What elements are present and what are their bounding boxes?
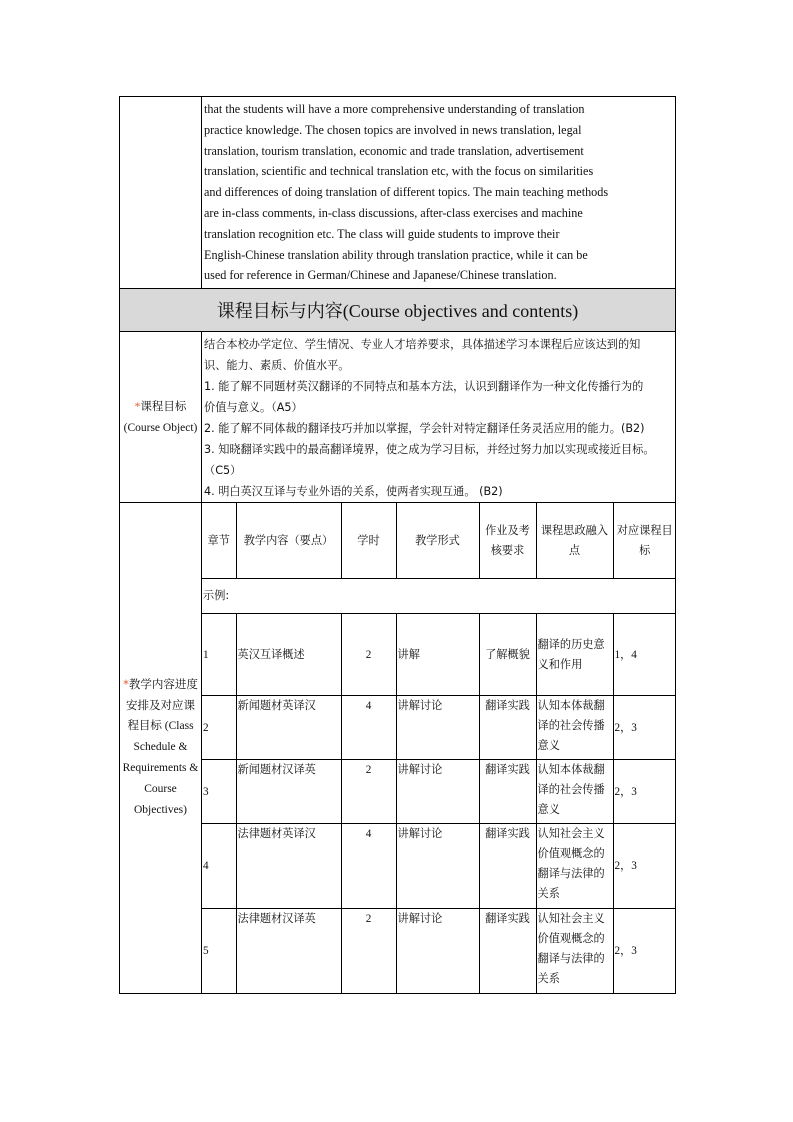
cell-assessment: 翻译实践 [479,824,536,909]
description-line: translation, tourism translation, economic and trade translation, advertisement [204,143,584,158]
table-row [202,696,676,760]
cell-hours: 2 [341,760,396,824]
cell-content: 新闻题材汉译英 [236,760,341,824]
required-asterisk: * [123,677,129,692]
required-asterisk: * [134,400,141,413]
cell-content: 法律题材英译汉 [236,824,341,909]
objective-line: 识、能力、素质、价值水平。 [204,359,350,373]
course-table [119,96,676,994]
cell-hours: 4 [341,696,396,760]
description-label-cell [120,97,202,289]
cell-ideology: 认知本体裁翻译的社会传播意义 [536,760,613,824]
table-row [202,614,676,696]
cell-assessment: 了解概貌 [479,614,536,696]
description-line: used for reference in German/Chinese and Japanese/Chinese translation. [204,268,557,283]
section-title-en: (Course objectives and contents) [342,301,579,322]
description-text [202,97,675,288]
schedule-label-cell [120,503,202,994]
header-hours: 学时 [341,503,396,579]
header-chapter: 章节 [202,503,236,579]
cell-ideology: 认知社会主义价值观概念的翻译与法律的关系 [536,824,613,909]
schedule-label-line: 教学内容进度 [128,677,198,692]
cell-assessment: 翻译实践 [479,760,536,824]
header-content: 教学内容（要点） [236,503,341,579]
objectives-cell [202,332,676,503]
schedule-label-line: Schedule & [133,741,188,754]
schedule-header-row [202,503,676,579]
objective-line: （C5） [204,464,242,478]
header-assessment: 作业及考核要求 [479,503,536,579]
section-heading [120,289,676,332]
example-label: 示例: [202,579,676,614]
cell-assessment: 翻译实践 [479,696,536,760]
header-ideology: 课程思政融入点 [536,503,613,579]
header-objective: 对应课程目标 [613,503,676,579]
cell-ideology: 认知社会主义价值观概念的翻译与法律的关系 [536,909,613,993]
cell-chapter: 4 [202,824,236,909]
header-form: 教学形式 [396,503,479,579]
schedule-label-line: Objectives) [133,804,187,817]
cell-form: 讲解讨论 [396,760,479,824]
objective-line: 2. 能了解不同体裁的翻译技巧并加以掌握，学会针对特定翻译任务灵活应用的能力。(B2) [204,422,645,436]
table-row [202,824,676,909]
cell-hours: 4 [341,824,396,909]
cell-form: 讲解讨论 [396,824,479,909]
cell-objective: 2，3 [613,696,676,760]
objective-line: 4. 明白英汉互译与专业外语的关系，使两者实现互通。 (B2) [204,485,503,499]
cell-ideology: 认知本体裁翻译的社会传播意义 [536,696,613,760]
example-row [202,579,676,614]
objective-line: 3. 知晓翻译实践中的最高翻译境界，使之成为学习目标，并经过努力加以实现或接近目标。 [204,443,655,457]
table-row [202,760,676,824]
cell-hours: 2 [341,909,396,993]
objectives-row [120,332,676,503]
cell-content: 新闻题材英译汉 [236,696,341,760]
objective-line: 1. 能了解不同题材英汉翻译的不同特点和基本方法，认识到翻译作为一种文化传播行为的 [204,380,644,394]
cell-content: 英汉互译概述 [236,614,341,696]
cell-form: 讲解讨论 [396,909,479,993]
description-line: are in-class comments, in-class discussions, after-class exercises and machine [204,205,583,220]
cell-chapter: 1 [202,614,236,696]
objectives-label-cn: 课程目标 [140,398,187,413]
description-row [120,97,676,289]
section-heading-row [120,289,676,332]
cell-chapter: 3 [202,760,236,824]
objective-line: 结合本校办学定位、学生情况、专业人才培养要求，具体描述学习本课程后应该达到的知 [204,338,641,352]
cell-form: 讲解讨论 [396,696,479,760]
schedule-label-line: 程目标 (Class [127,720,194,733]
cell-objective: 2，3 [613,909,676,993]
cell-ideology: 翻译的历史意义和作用 [536,614,613,696]
schedule-row [120,503,676,994]
objective-line: 价值与意义。（A5） [204,401,303,415]
description-line: English-Chinese translation ability through translation practice, while it can be [204,247,588,262]
description-cell [202,97,676,289]
cell-chapter: 2 [202,696,236,760]
schedule-label-line: 安排及对应课 [126,698,195,713]
objectives-label-en: (Course Object) [123,421,198,434]
description-line: practice knowledge. The chosen topics are involved in news translation, legal [204,122,582,137]
description-line: that the students will have a more comprehensive understanding of translation [204,102,585,116]
objectives-label-cell [120,332,202,503]
schedule-label-line: Requirements & [122,762,199,775]
section-title-cn: 课程目标与内容 [216,301,343,323]
cell-form: 讲解 [396,614,479,696]
description-line: translation recognition etc. The class will guide students to improve their [204,226,560,241]
cell-objective: 1，4 [613,614,676,696]
cell-objective: 2，3 [613,824,676,909]
description-line: translation, scientific and technical translation etc, with the focus on similarities [204,164,594,179]
schedule-table [202,503,676,993]
cell-hours: 2 [341,614,396,696]
cell-assessment: 翻译实践 [479,909,536,993]
schedule-cell [202,503,676,994]
cell-chapter: 5 [202,909,236,993]
cell-objective: 2，3 [613,760,676,824]
description-line: and differences of doing translation of different topics. The main teaching methods [204,185,609,200]
cell-content: 法律题材汉译英 [236,909,341,993]
table-row [202,909,676,993]
schedule-label-line: Course [144,783,177,796]
